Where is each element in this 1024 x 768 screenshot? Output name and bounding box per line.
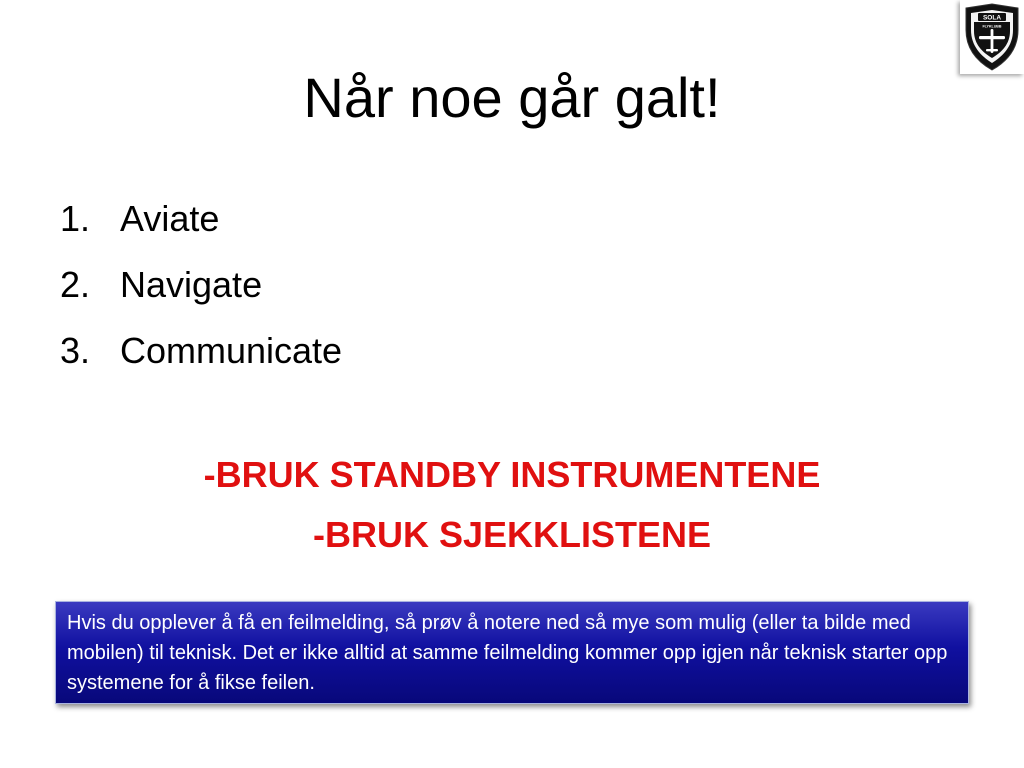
priority-list [60,186,342,384]
list-item-text: Aviate [120,198,220,239]
list-item-text: Communicate [120,330,343,371]
warning-standby-instruments: -BRUK STANDBY INSTRUMENTENE [203,454,821,495]
list-item-number: 1. [60,198,91,239]
list-item [60,186,342,252]
list-item [60,318,342,384]
warning-checklists: -BRUK SJEKKLISTENE [312,514,712,555]
list-item-number: 3. [60,330,91,371]
slide-title: Når noe går galt! [303,66,721,129]
logo-top-text: SOLA [982,14,1002,22]
note-text: Hvis du opplever å få en feilmelding, så prøv å notere ned så mye som mulig (eller ta bilde med mobilen) til teknisk. Det er ikke alltid at samme feilmelding kommer opp igjen når teknisk starter opp systemene for å fikse feilen. [67,612,948,694]
warnings-block [0,445,1024,565]
list-item-text: Navigate [120,264,263,305]
list-item-number: 2. [60,264,91,305]
note-box [55,601,969,704]
list-item [60,252,342,318]
logo-bottom-text: FLYKLUBB [982,24,1002,29]
